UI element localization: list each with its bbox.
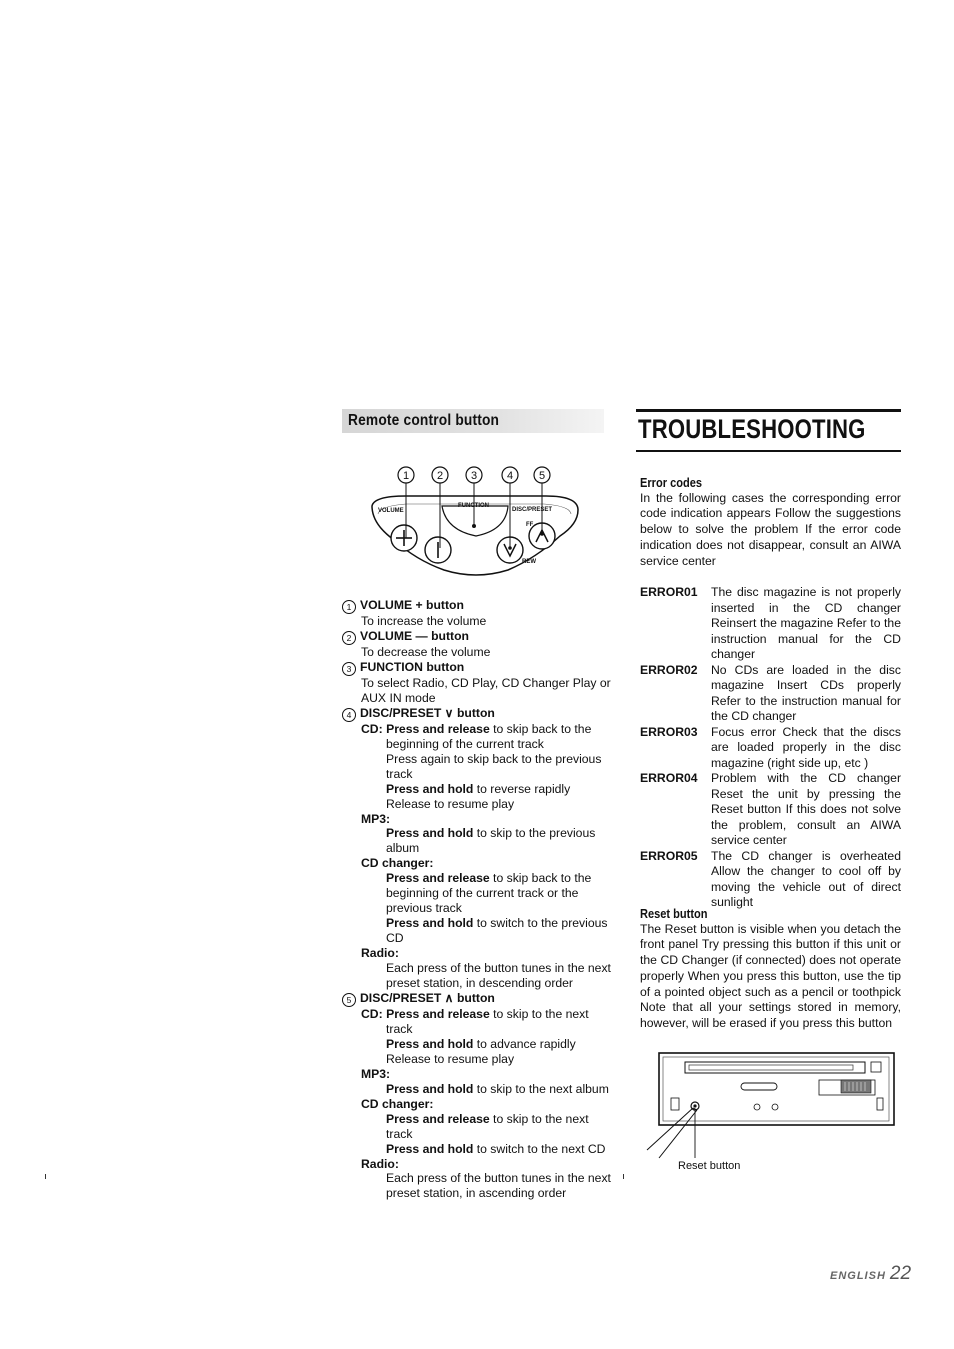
margin-tick: [623, 1174, 624, 1179]
error-desc: Problem with the CD changer Reset the unit by pressing the Reset button If this does not solve the problem, consult an AIWA service center: [711, 771, 901, 847]
error-code: ERROR05: [640, 848, 698, 863]
margin-tick: [45, 1174, 46, 1179]
callout-3: 3: [470, 470, 478, 482]
item-5-title: 5 DISC/PRESET ∧ button: [342, 991, 612, 1007]
remote-control-diagram: [366, 462, 586, 584]
reset-section: [640, 906, 901, 1032]
page-footer: [830, 1263, 911, 1285]
callout-5: 5: [538, 470, 546, 482]
error-row: [640, 663, 901, 725]
item-3-desc: To select Radio, CD Play, CD Changer Play or AUX IN mode: [361, 675, 611, 705]
ff-label: FF: [526, 522, 534, 528]
item-5-changer-release: Press and release to skip to the next track: [386, 1111, 589, 1141]
error-desc: The disc magazine is not properly inserted in the CD changer Reinsert the magazine Refer to the instruction manual for the CD changer: [711, 585, 901, 661]
item-2-title: 2 VOLUME — button: [342, 629, 612, 645]
error-row: [640, 771, 901, 849]
error-list: [640, 585, 901, 911]
footer-language: ENGLISH: [830, 1270, 886, 1282]
callout-2: 2: [436, 470, 444, 482]
item-4-changer-hold: Press and hold to switch to the previous CD: [386, 916, 608, 946]
page-number: 22: [889, 1263, 912, 1284]
error-code: ERROR04: [640, 771, 698, 785]
head-unit-diagram: [645, 1050, 897, 1162]
item-5-cd-resume: Release to resume play: [386, 1051, 515, 1066]
reset-caption: Reset button: [678, 1160, 741, 1172]
item-5-changer-hold: Press and hold to switch to the next CD: [386, 1141, 606, 1156]
volume-label: VOLUME: [378, 508, 404, 514]
item-5-radio-text: Each press of the button tunes in the next preset station, in ascending order: [386, 1171, 611, 1201]
reset-text: The Reset button is visible when you detach the front panel Try pressing this button if this unit or the CD Changer (if connected) does not operate properly When you press this button, use the tip of a pointed object such as a pencil or toothpick Note that all your settings stored in memory, however, will be erased if you press this button: [640, 921, 901, 1030]
item-5-changer-label: CD changer:: [361, 1096, 434, 1111]
item-5-mp3-hold: Press and hold to skip to the next album: [386, 1081, 609, 1096]
item-4-changer-label: CD changer:: [361, 856, 434, 871]
item-2-desc: To decrease the volume: [361, 644, 491, 659]
reset-heading: Reset button: [640, 906, 708, 921]
rew-label: REW: [522, 559, 536, 565]
error-row: [640, 585, 901, 663]
remote-button-list: [342, 598, 612, 1201]
function-label: FUNCTION: [458, 503, 489, 509]
item-5-mp3-label: MP3:: [361, 1066, 391, 1081]
error-codes-intro: In the following cases the corresponding error code indication appears Follow the suggestions below to solve the problem If the error code indication does not disappear, consult an AIWA service center: [640, 490, 901, 568]
item-5-cd: CD: Press and release to skip to the next track: [361, 1006, 589, 1036]
item-4-cd: CD: Press and release to skip back to the beginning of the current track: [361, 721, 592, 751]
remote-control-heading: Remote control button: [342, 409, 604, 433]
title-rule-bottom: [636, 450, 901, 452]
callout-4: 4: [506, 470, 514, 482]
page-title: TROUBLESHOOTING: [638, 414, 866, 444]
item-4-radio-text: Each press of the button tunes in the next preset station, in descending order: [386, 961, 611, 991]
error-desc: No CDs are loaded in the disc magazine Insert CDs properly Refer to the instruction manual for the CD changer: [711, 662, 901, 723]
item-3-title: 3 FUNCTION button: [342, 660, 612, 676]
error-codes-section: [640, 475, 901, 569]
item-4-cd-again: Press again to skip back to the previous track: [386, 751, 602, 781]
error-code: ERROR01: [640, 585, 698, 599]
title-rule-top: [636, 409, 901, 412]
error-desc: The CD changer is overheated Allow the changer to cool off by moving the vehicle out of direct sunlight: [711, 848, 901, 909]
item-5-cd-hold: Press and hold to advance rapidly: [386, 1036, 576, 1051]
error-codes-heading: Error codes: [640, 475, 703, 490]
callout-1: 1: [402, 470, 410, 482]
disc-preset-label: DISC/PRESET: [512, 507, 553, 513]
item-5-radio-label: Radio:: [361, 1156, 399, 1171]
error-code: ERROR02: [640, 662, 698, 677]
item-4-mp3-hold: Press and hold to skip to the previous album: [386, 826, 596, 856]
item-1-title: 1 VOLUME + button: [342, 598, 612, 614]
item-4-changer-release: Press and release to skip back to the beginning of the current track or the previous track: [386, 871, 592, 916]
error-row: [640, 849, 901, 911]
item-1-desc: To increase the volume: [361, 614, 487, 628]
item-4-mp3-label: MP3:: [361, 811, 391, 826]
error-desc: Focus error Check that the discs are loaded properly in the disc magazine (right side up, etc ): [711, 724, 901, 770]
item-4-cd-hold: Press and hold to reverse rapidly: [386, 781, 571, 796]
item-4-radio-label: Radio:: [361, 946, 399, 961]
item-4-cd-resume: Release to resume play: [386, 796, 515, 811]
error-code: ERROR03: [640, 724, 698, 739]
item-4-title: 4 DISC/PRESET ∨ button: [342, 706, 612, 722]
error-row: [640, 725, 901, 772]
